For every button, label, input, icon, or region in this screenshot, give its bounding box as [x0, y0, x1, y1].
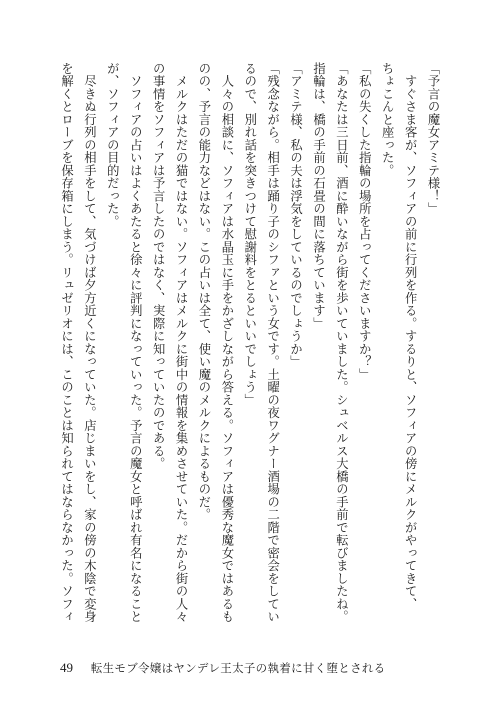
page-footer [60, 660, 385, 676]
text-line: ソフィアの占いはよくあたると徐々に評判になっていった。予言の魔女と呼ばれ有名になること [128, 62, 143, 623]
text-line: メルクはただの猫ではない。ソフィアはメルクに街中の情報を集めさせていた。だから街の人々 [174, 62, 189, 623]
text-line: の事情をソフィアは予言したのではなく、実際に知っていたのである。 [151, 62, 166, 470]
running-title: 転生モブ令嬢はヤンデレ王太子の執着に甘く堕とされる [90, 661, 386, 675]
text-line: 尽きぬ行列の相手をして、気づけば夕方近くになっていた。店じまいをし、家の傍の木陰で変身 [82, 62, 97, 623]
text-line: を解くとローブを保存箱にしまう。リュゼリオには、このことは知られてはならなかった。ソフィ [59, 62, 74, 623]
text-line: ちょこんと座った。 [380, 62, 395, 177]
text-line: 「残念ながら。相手は踊り子のシファという女です。土曜の夜ワグナー酒場の二階で密会をしてい [265, 62, 280, 623]
text-line: が、ソフィアの目的だった。 [105, 62, 120, 228]
text-line: 「アミテ様、私の夫は浮気をしているのでしょうか」 [288, 62, 303, 368]
vertical-body-text [44, 62, 444, 628]
page-number: 49 [60, 660, 73, 675]
text-line: 指輪は、橋の手前の石畳の間に落ちています」 [311, 62, 326, 330]
text-line: るので、別れ話を突きつけて慰謝料をとるといいでしょう」 [242, 62, 257, 407]
text-line: 人々の相談に、ソフィアは水晶玉に手をかざしながら答える。ソフィアは優秀な魔女ではあるも [219, 62, 234, 623]
text-line: 「あなたは三日前、酒に酔いながら街を歩いていました。シュベルス大橋の手前で転びましたね。 [334, 62, 349, 623]
text-line: すぐさま客が、ソフィアの前に行列を作る。するりと、ソフィアの傍にメルクがやってきて、 [403, 62, 418, 611]
text-line: のの、予言の能力などはない。この占いは全て、使い魔のメルクによるものだ。 [196, 62, 211, 521]
text-line: 「私の失くした指輪の場所を占ってくださいますか？」 [357, 62, 372, 381]
text-line: 「予言の魔女アミテ様！」 [426, 62, 440, 215]
